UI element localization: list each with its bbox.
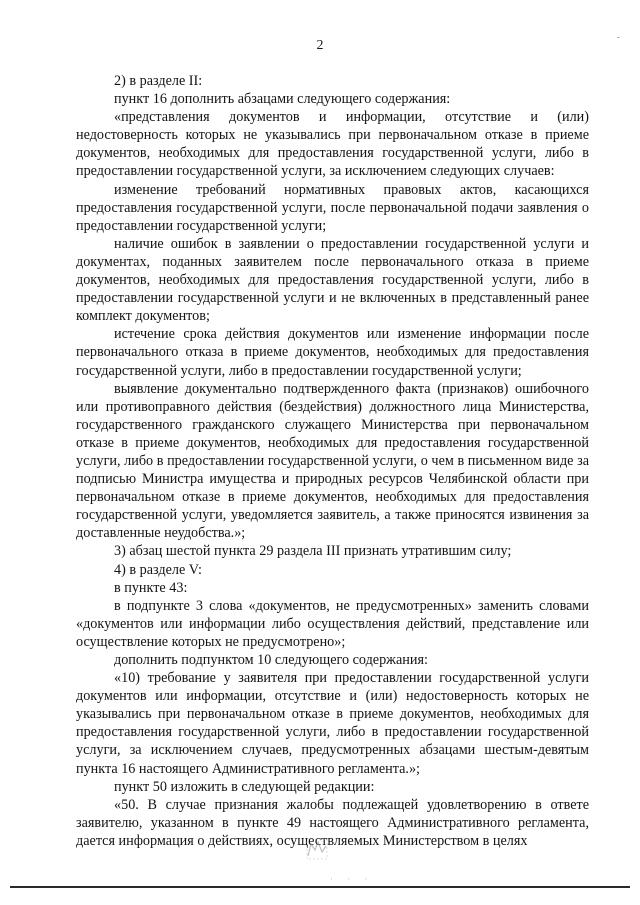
paragraph-section-2-heading: 2) в разделе II:: [114, 73, 203, 89]
stamp-mark-icon: [302, 834, 332, 864]
page-number: 2: [316, 38, 324, 53]
paragraph-exception-official-error: выявление документально подтвержденного факта (признаков) ошибочного или противоправного действия (бездействия) должностного лица Министерства, государственного гражданского служащего Министерства при первоначальном отказе в приеме документов, необходимых для предоставления государственной услуги, либо в предоставлении государственной услуги, о чем в письменном виде за подписью Министра имущества и природных ресурсов Челябинской области при первоначальном отказе в приеме документов, необходимых для предоставления государственной услуги, уведомляется заявитель, а также приносятся извинения за доставленные неудобства.»;: [76, 380, 589, 542]
paragraph-section-5-heading: 4) в разделе V:: [114, 561, 202, 578]
document-body: [76, 72, 589, 850]
paragraph-point-50-intro: пункт 50 изложить в следующей редакции:: [114, 778, 375, 795]
paragraph-exception-errors: наличие ошибок в заявлении о предоставлении государственной услуги и документах, поданных заявителем после первоначального отказа в приеме документов, необходимых для предоставления государственной услуги, либо в предоставлении государственной услуги и не включенных в представленный ранее комплект документов;: [76, 235, 589, 325]
scan-artifact: · · ·: [330, 874, 374, 884]
paragraph-exception-requirements-change: изменение требований нормативных правовых актов, касающихся предоставления государственной услуги, после первоначальной подачи заявления о предоставлении государственной услуги;: [76, 181, 589, 234]
paragraph-point-50-text: «50. В случае признания жалобы подлежащей удовлетворению в ответе заявителю, указанном в пункте 49 настоящего Административного регламента, дается информация о действиях, осуществляемых Министерством в целях: [76, 796, 589, 849]
page-corner-mark: -: [616, 32, 620, 43]
paragraph-point-43-intro: в пункте 43:: [114, 579, 188, 596]
paragraph-section-3-item: 3) абзац шестой пункта 29 раздела III признать утратившим силу;: [114, 543, 512, 560]
paragraph-add-subpoint-10: дополнить подпунктом 10 следующего содержания:: [114, 652, 428, 668]
paragraph-exception-expiry: истечение срока действия документов или изменение информации после первоначального отказа в приеме документов, необходимых для предоставления государственной услуги, либо в предоставлении государственной услуги;: [76, 326, 589, 379]
paragraph-subpoint-3-change: в подпункте 3 слова «документов, не предусмотренных» заменить словами «документов или информации либо осуществления действий, представление или осуществление которых не предусмотрено»;: [76, 597, 589, 650]
page-bottom-edge: [10, 886, 630, 888]
paragraph-subpoint-10-text: «10) требование у заявителя при предоставлении государственной услуги документов или информации, отсутствие и (или) недостоверность которых не указывались при первоначальном отказе в приеме документов, необходимых для предоставления государственной услуги, либо в предоставлении государственной услуги, за исключением случаев, предусмотренных абзацами шестым-девятым пункта 16 настоящего Административного регламента.»;: [76, 670, 589, 777]
paragraph-point-16-intro: пункт 16 дополнить абзацами следующего содержания:: [114, 91, 451, 108]
paragraph-documents-presentation: «представления документов и информации, отсутствие и (или) недостоверность которых не указывались при первоначальном отказе в приеме документов, необходимых для предоставления государственной услуги, либо в предоставлении государственной услуги, за исключением следующих случаев:: [76, 109, 589, 180]
